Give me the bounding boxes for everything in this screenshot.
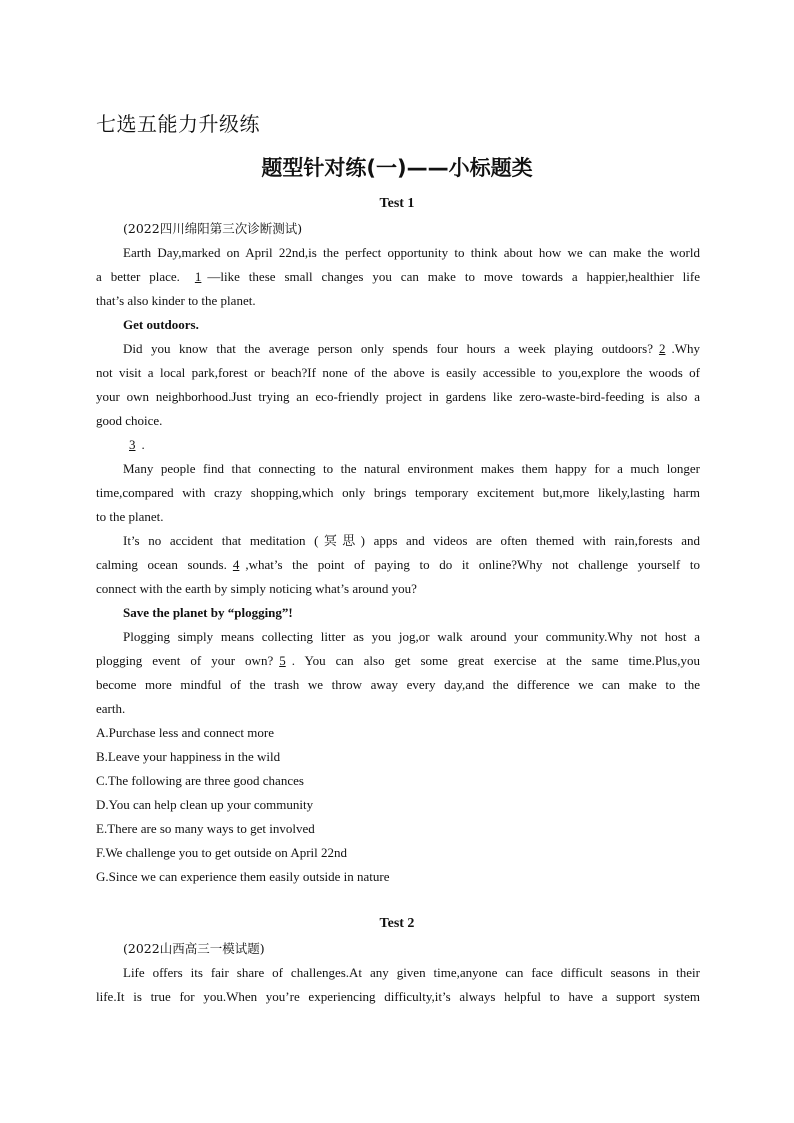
text: . (141, 437, 145, 452)
section-title: 七选五能力升级练 (96, 112, 260, 136)
test1-p4-line2 (96, 553, 700, 577)
subheading-plogging: Save the planet by “plogging”! (123, 605, 293, 620)
text: calming ocean sounds. (96, 557, 227, 572)
test1-p3-line2: time,compared with crazy shopping,which only brings temporary excitement but,more likely,lasting harm (96, 485, 700, 500)
blank-3: 3 (129, 437, 136, 452)
test1-source: (2022四川绵阳第三次诊断测试) (123, 221, 303, 236)
test1-p4-line3: connect with the earth by simply noticing what’s around you? (96, 581, 417, 596)
test2-p1-line2: life.It is true for you.When you’re experiencing difficulty,it’s always helpful to have a support system (96, 989, 700, 1004)
test1-p3-line1: Many people find that connecting to the natural environment makes them happy for a much longer (123, 461, 700, 476)
test1-p3-line3: to the planet. (96, 509, 164, 524)
option-b: B.Leave your happiness in the wild (96, 749, 281, 764)
test2-heading: Test 2 (379, 916, 415, 931)
text: a better place. (96, 269, 180, 284)
option-c: C.The following are three good chances (96, 773, 304, 788)
text: . You can also get some great exercise at the same time.Plus,you (291, 653, 700, 668)
test1-p4-line1: It’s no accident that meditation (冥思) apps and videos are often themed with rain,forests and (123, 533, 700, 548)
option-a: A.Purchase less and connect more (96, 725, 274, 740)
test2-content (96, 937, 700, 1009)
text: ,what’s the point of paying to do it online?Why not challenge yourself to (245, 557, 700, 572)
test1-p2-line1 (96, 337, 700, 361)
blank-1: 1 (194, 269, 202, 284)
test1-p5-line4: earth. (96, 701, 126, 716)
test2-p1-line1: Life offers its fair share of challenges.At any given time,anyone can face difficult seasons in their (123, 965, 700, 980)
test1-heading: Test 1 (379, 196, 415, 211)
test1-p5-line1: Plogging simply means collecting litter as you jog,or walk around your community.Why not host a (123, 629, 700, 644)
subheading-get-outdoors: Get outdoors. (123, 317, 199, 332)
blank-2: 2 (658, 341, 666, 356)
test1-p5-line2 (96, 649, 700, 673)
text: .Why (671, 341, 700, 356)
option-d: D.You can help clean up your community (96, 797, 314, 812)
text: —like these small changes you can make to move towards a happier,healthier life (207, 269, 700, 284)
test1-p1-line2 (96, 265, 700, 289)
test1-p2-line4: good choice. (96, 413, 163, 428)
blank-4: 4 (232, 557, 240, 572)
text: Did you know that the average person only spends four hours a week playing outdoors? (123, 341, 653, 356)
test2-source: (2022山西高三一模试题) (123, 941, 265, 956)
test1-p2-line3: your own neighborhood.Just trying an eco-friendly project in gardens like zero-waste-bird-feeding is also a (96, 389, 700, 404)
option-f: F.We challenge you to get outside on April 22nd (96, 845, 348, 860)
option-g: G.Since we can experience them easily outside in nature (96, 869, 390, 884)
test1-p5-line3: become more mindful of the trash we throw away every day,and the difference we can make to the (96, 677, 700, 692)
text: plogging event of your own? (96, 653, 274, 668)
test1-content (96, 217, 700, 889)
option-e: E.There are so many ways to get involved (96, 821, 315, 836)
test1-p1-line3: that’s also kinder to the planet. (96, 293, 256, 308)
main-title: 题型针对练(一)——小标题类 (261, 156, 533, 180)
blank-5: 5 (279, 653, 286, 668)
test1-p1-line1: Earth Day,marked on April 22nd,is the perfect opportunity to think about how we can make the world (123, 245, 700, 260)
test1-p2-line2: not visit a local park,forest or beach?If none of the above is easily accessible to you,explore the woods of (96, 365, 700, 380)
subheading-blank-3 (96, 433, 700, 457)
